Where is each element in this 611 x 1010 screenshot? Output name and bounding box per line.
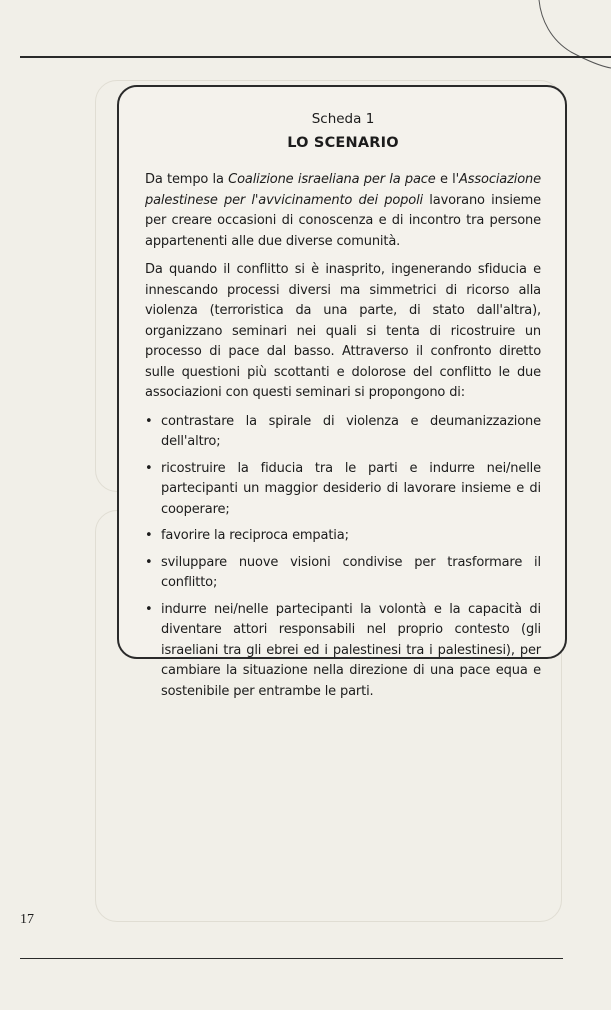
bottom-rule bbox=[20, 958, 563, 959]
bullet-icon: • bbox=[145, 554, 153, 570]
card-kicker: Scheda 1 bbox=[311, 111, 375, 127]
goal-text: contrastare la spirale di violenza e deumanizzazione dell'altro; bbox=[161, 413, 541, 449]
context-paragraph: Da quando il conflitto si è inasprito, ingenerando sfiducia e innescando processi diversi ma simmetrici di ricorso alla violenza (terroristica da una parte, di stato dall'altra), organizzano seminari nei quali si tenta di ricostruire un processo di pace dal basso. Attraverso il confronto diretto sulle questioni più scottanti e dolorose del conflitto le due associazioni con questi seminari si propongono di: bbox=[145, 262, 541, 400]
list-item bbox=[145, 412, 541, 453]
list-item bbox=[145, 526, 541, 547]
goal-text: ricostruire la fiducia tra le parti e indurre nei/nelle partecipanti un maggior desiderio di lavorare insieme e di cooperare; bbox=[161, 460, 541, 517]
list-item bbox=[145, 600, 541, 703]
goal-text: indurre nei/nelle partecipanti la volontà e la capacità di diventare attori responsabili nel proprio contesto (gli israeliani tra gli ebrei ed i palestinesi tra i palestinesi), per cambiare la situazione nella direzione di una pace equa e sostenibile per entrambe le parti. bbox=[161, 601, 541, 699]
intro-paragraph bbox=[145, 170, 541, 252]
intro-italic-1: Coalizione israeliana per la pace bbox=[228, 172, 436, 187]
top-rule bbox=[20, 56, 611, 58]
scenario-card bbox=[117, 85, 567, 699]
bullet-icon: • bbox=[145, 601, 153, 617]
goal-text: sviluppare nuove visioni condivise per trasformare il conflitto; bbox=[161, 554, 541, 590]
card-title: LO SCENARIO bbox=[287, 135, 399, 151]
goal-text: favorire la reciproca empatia; bbox=[161, 528, 349, 543]
list-item bbox=[145, 459, 541, 521]
page-number: 17 bbox=[20, 912, 34, 927]
card-body bbox=[145, 170, 541, 702]
intro-text-1: Da tempo la bbox=[145, 172, 229, 187]
intro-text-2: e l' bbox=[435, 172, 460, 187]
list-item bbox=[145, 553, 541, 594]
intro-text-3: lavorano insieme per creare occasioni di conoscenza e di incontro tra persone appartenenti alle due diverse comunità. bbox=[145, 192, 541, 249]
page-corner-curl bbox=[531, 0, 611, 70]
goals-list bbox=[145, 412, 541, 703]
bullet-icon: • bbox=[145, 413, 153, 429]
bullet-icon: • bbox=[145, 528, 153, 543]
bullet-icon: • bbox=[145, 460, 153, 476]
card-header bbox=[145, 109, 541, 154]
intro-italic-2: Associazione palestinese per l'avvicinamento dei popoli bbox=[145, 172, 541, 208]
